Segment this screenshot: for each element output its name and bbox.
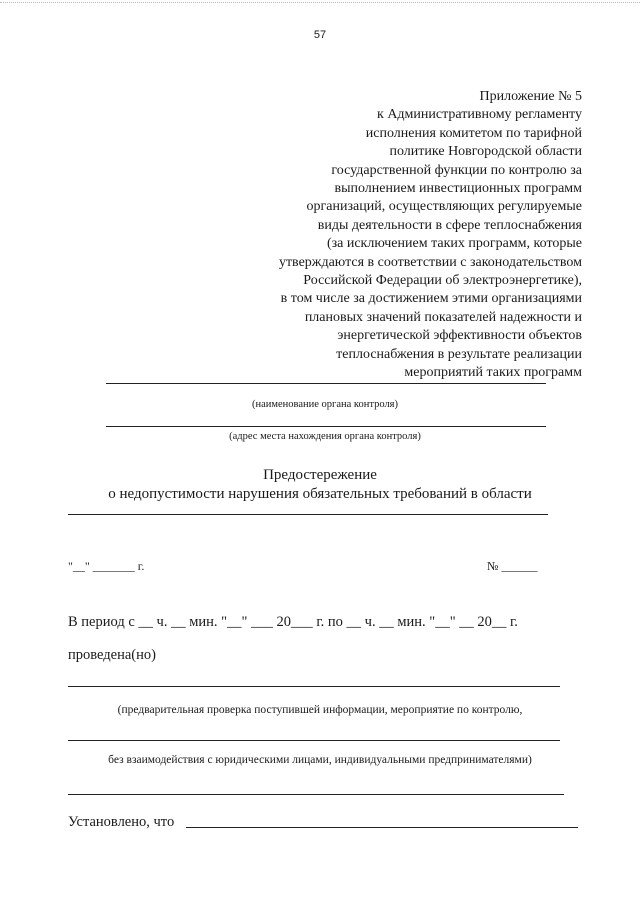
appendix-line: выполнением инвестиционных программ bbox=[334, 181, 582, 197]
established-label: Установлено, что bbox=[68, 814, 175, 830]
appendix-line: теплоснабжения в результате реализации bbox=[336, 346, 582, 362]
document-title: Предостережение bbox=[263, 467, 377, 483]
document-subtitle: о недопустимости нарушения обязательных требований в области bbox=[108, 486, 532, 502]
appendix-line: Российской Федерации об электроэнергетике), bbox=[303, 273, 582, 289]
established-field-line[interactable] bbox=[186, 827, 578, 828]
appendix-line: в том числе за достижением этими организациями bbox=[280, 291, 582, 307]
conducted-label: проведена(но) bbox=[68, 647, 156, 663]
appendix-line: государственной функции по контролю за bbox=[331, 162, 582, 178]
appendix-line: утверждаются в соответствии с законодательством bbox=[278, 254, 582, 270]
conducted-field-line[interactable] bbox=[68, 686, 560, 687]
appendix-line: плановых значений показателей надежности и bbox=[304, 309, 582, 325]
number-field[interactable]: № ______ bbox=[487, 559, 538, 573]
appendix-line: политике Новгородской области bbox=[389, 144, 582, 160]
appendix-line: Приложение № 5 bbox=[479, 89, 582, 104]
authority-address-line[interactable] bbox=[106, 426, 546, 427]
appendix-line: исполнения комитетом по тарифной bbox=[365, 125, 582, 141]
appendix-line: энергетической эффективности объектов bbox=[337, 328, 582, 344]
date-field[interactable]: "__" _______ г. bbox=[68, 559, 145, 573]
conducted-note-2: без взаимодействия с юридическими лицами, индивидуальными предпринимателями) bbox=[108, 754, 532, 766]
appendix-line: организаций, осуществляющих регулируемые bbox=[306, 199, 582, 215]
conducted-field-line-2[interactable] bbox=[68, 740, 560, 741]
conducted-field-line-3[interactable] bbox=[68, 794, 564, 795]
page-number: 57 bbox=[313, 29, 327, 41]
appendix-header bbox=[162, 88, 582, 383]
period-line: В период с __ ч. __ мин. "__" ___ 20___ г. по __ ч. __ мин. "__" __ 20__ г. bbox=[68, 614, 518, 630]
scan-edge bbox=[0, 2, 640, 3]
conducted-note-1: (предварительная проверка поступившей информации, мероприятие по контролю, bbox=[117, 704, 523, 716]
appendix-line: к Административному регламенту bbox=[377, 107, 582, 123]
area-field-line[interactable] bbox=[68, 514, 548, 515]
authority-name-line[interactable] bbox=[106, 383, 546, 384]
authority-name-caption: (наименование органа контроля) bbox=[251, 399, 399, 410]
authority-address-caption: (адрес места нахождения органа контроля) bbox=[229, 431, 421, 442]
appendix-line: виды деятельности в сфере теплоснабжения bbox=[317, 217, 582, 233]
appendix-line: мероприятий таких программ bbox=[404, 365, 582, 381]
appendix-line: (за исключением таких программ, которые bbox=[326, 236, 582, 252]
